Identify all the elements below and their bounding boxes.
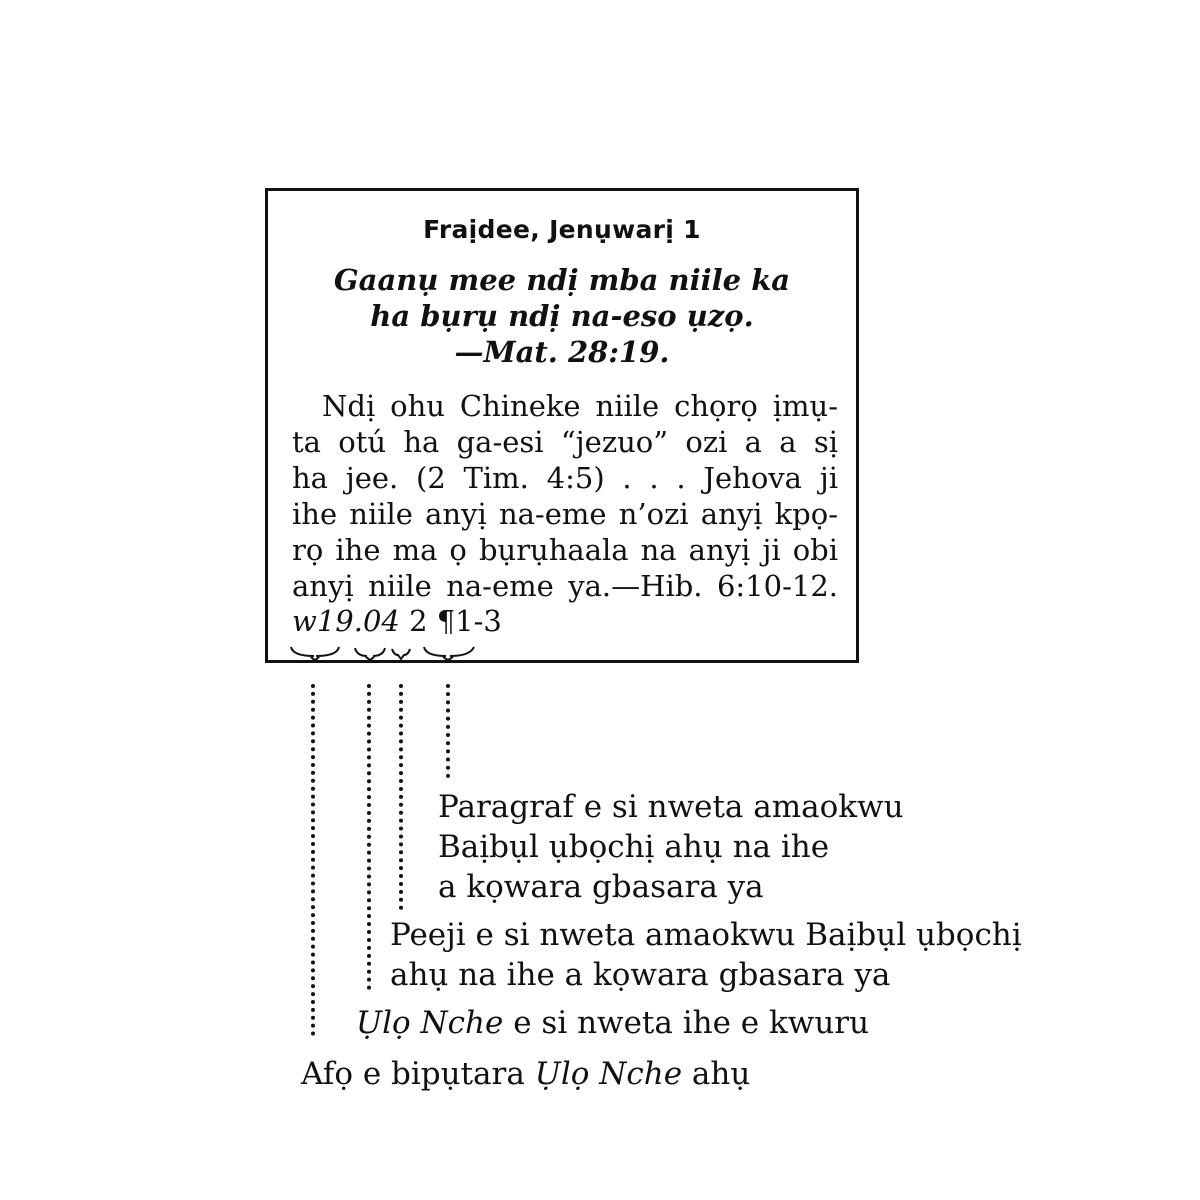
caption-paragraph-1: Paragraf e si nweta amaokwu bbox=[438, 789, 904, 825]
caption-article-rest: e si nweta ihe e kwuru bbox=[503, 1005, 870, 1041]
verse-citation: —Mat. 28:19. bbox=[454, 335, 670, 369]
body-line-3: ha jee. (2 Tim. 4:5) . . . Jehova ji bbox=[292, 461, 838, 495]
caption-page-2: ahụ na ihe a kọwara gbasara ya bbox=[390, 957, 891, 993]
verse-line-2: ha bụrụ ndị na-eso ụzọ. bbox=[370, 299, 754, 333]
caption-article bbox=[356, 1003, 869, 1043]
caption-paragraph-2: Baịbụl ụbọchị ahụ na ihe bbox=[438, 829, 830, 865]
body-line-1: Ndị ohu Chineke niile chọrọ ịmụ- bbox=[322, 389, 838, 423]
leader-issue bbox=[367, 684, 371, 990]
body-line-5: rọ ihe ma ọ bụrụhaala na anyị ji obi bbox=[292, 533, 838, 567]
brace-year bbox=[291, 647, 339, 660]
leader-page bbox=[399, 684, 403, 910]
caption-issue-suffix: ahụ bbox=[682, 1056, 751, 1092]
body-line-2: ta otú ha ga-esi “jezuo” ozi a a sị bbox=[292, 425, 838, 459]
body-line-6: anyị niile na-eme ya.—Hib. 6:10-12. bbox=[292, 569, 838, 603]
brace-paragraph bbox=[424, 647, 474, 660]
caption-issue bbox=[301, 1054, 750, 1094]
brace-issue bbox=[355, 648, 385, 660]
reference-publication: w19.04 bbox=[292, 604, 400, 638]
caption-issue-prefix: Afọ e bipụtara bbox=[301, 1056, 535, 1092]
caption-page-1: Peeji e si nweta amaokwu Baịbụl ụbọchị bbox=[390, 917, 1022, 953]
caption-issue-title: Ụlọ Nche bbox=[534, 1056, 683, 1092]
caption-paragraph-3: a kọwara gbasara ya bbox=[438, 869, 764, 905]
reference-page: 2 bbox=[409, 604, 428, 638]
card-date: Fraịdee, Jenụwarị 1 bbox=[423, 215, 701, 244]
reference-paragraphs: ¶1-3 bbox=[436, 604, 502, 638]
body-line-4: ihe niile anyị na-eme n’ozi anyị kpọ- bbox=[292, 497, 838, 531]
caption-article-title: Ụlọ Nche bbox=[356, 1005, 504, 1041]
leader-year bbox=[311, 684, 315, 1036]
verse-line-1: Gaanụ mee ndị mba niile ka bbox=[333, 263, 791, 297]
leader-paragraph bbox=[446, 684, 450, 778]
brace-page bbox=[392, 649, 410, 659]
